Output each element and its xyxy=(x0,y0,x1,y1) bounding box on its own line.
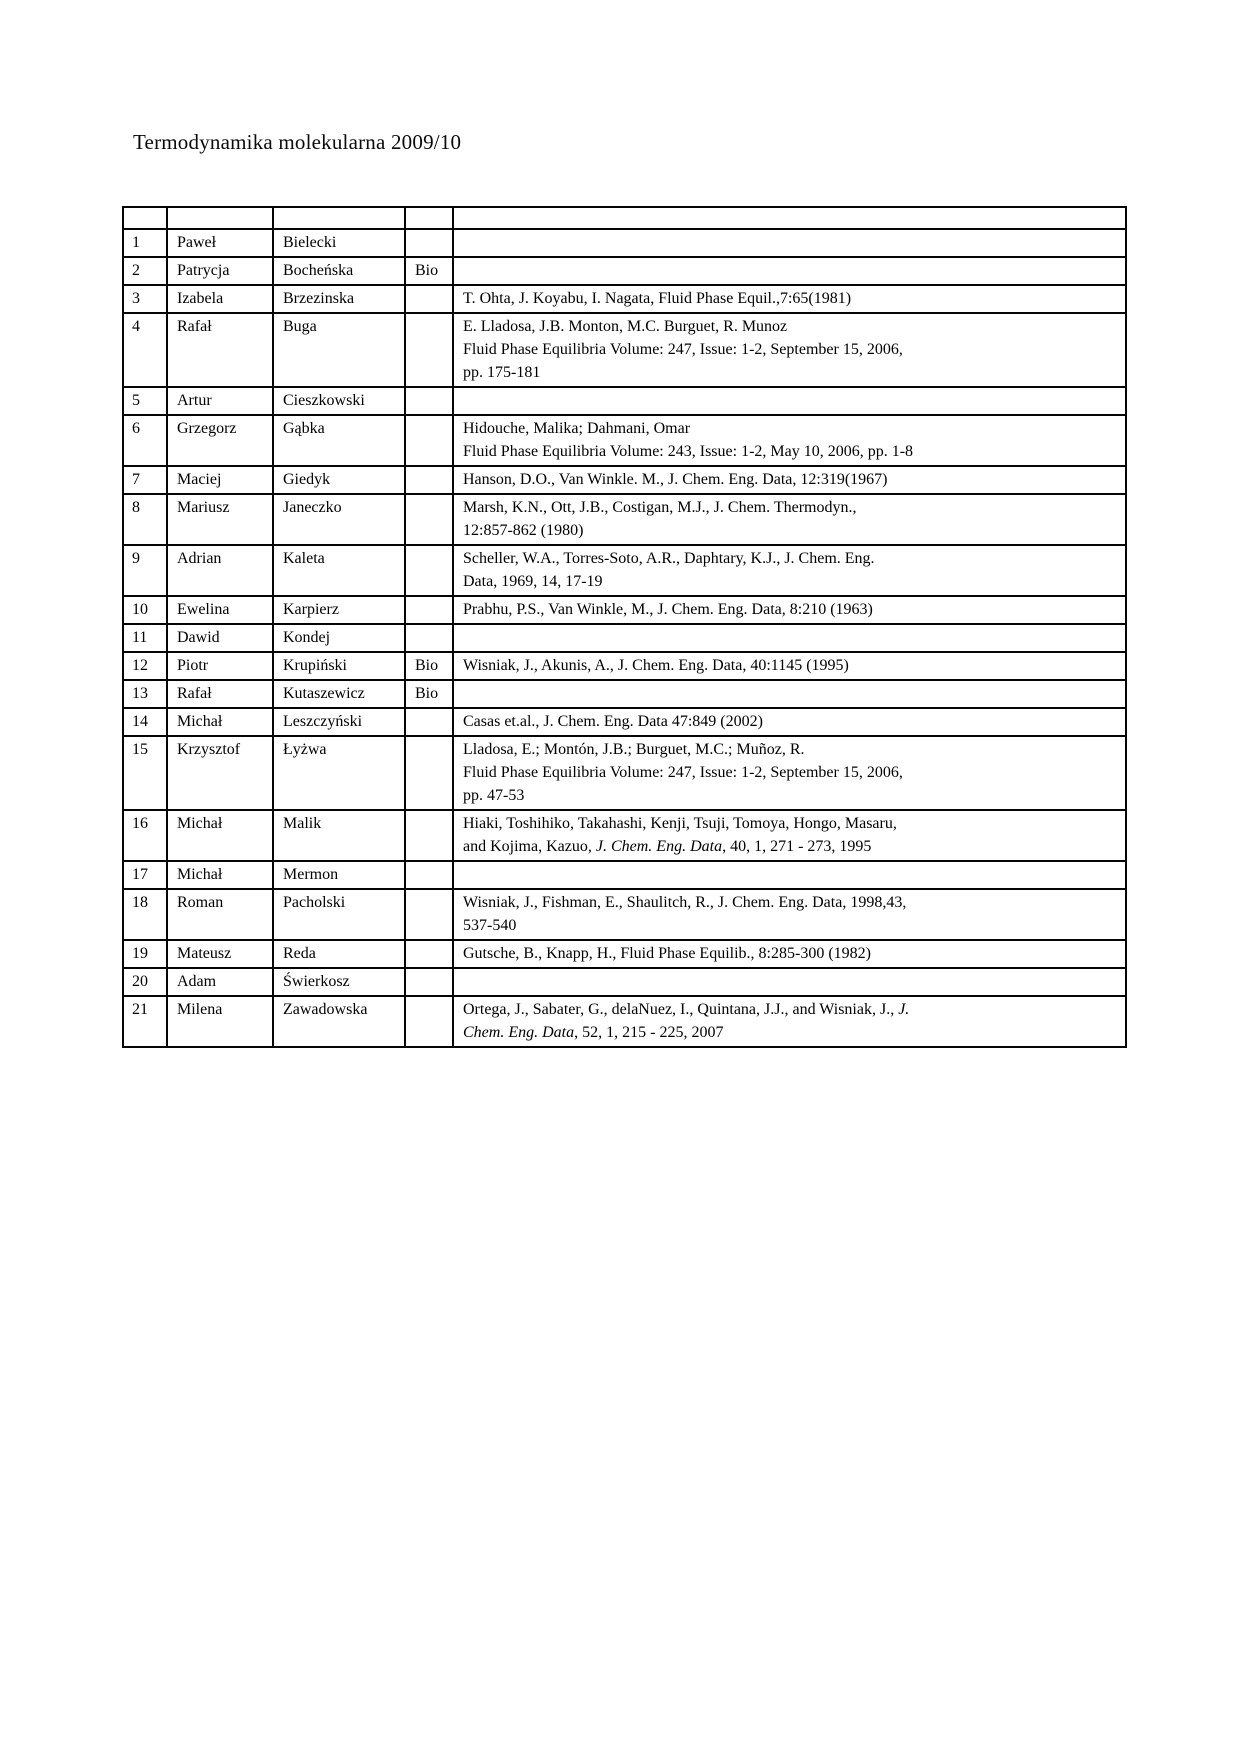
cell-bio xyxy=(405,257,453,285)
cell-bio xyxy=(405,708,453,736)
reference-line: Fluid Phase Equilibria Volume: 247, Issue: 1-2, September 15, 2006, xyxy=(463,764,903,781)
cell-reference xyxy=(453,545,1126,596)
cell-reference xyxy=(453,229,1126,257)
cell-bio xyxy=(405,861,453,889)
cell-bio-text xyxy=(406,811,452,814)
cell-no-text: 12 xyxy=(132,657,148,674)
cell-last-name xyxy=(273,624,405,652)
cell-reference xyxy=(453,285,1126,313)
cell-last-name xyxy=(273,313,405,387)
table-row xyxy=(123,545,1126,596)
reference-line: Scheller, W.A., Torres-Soto, A.R., Daphtary, K.J., J. Chem. Eng. xyxy=(463,550,875,567)
cell-first-name xyxy=(167,680,273,708)
cell-last-name xyxy=(273,415,405,466)
reference-line: Wisniak, J., Akunis, A., J. Chem. Eng. Data, 40:1145 (1995) xyxy=(463,657,849,674)
cell-last-name xyxy=(273,387,405,415)
header-cell-reference xyxy=(453,207,1126,229)
cell-first-name xyxy=(167,494,273,545)
cell-first-name-text: Izabela xyxy=(177,290,224,307)
cell-bio-text xyxy=(406,709,452,712)
cell-last-name xyxy=(273,494,405,545)
cell-no-text: 8 xyxy=(132,499,140,516)
cell-first-name xyxy=(167,708,273,736)
cell-last-name-text: Malik xyxy=(283,815,322,832)
cell-bio-text: Bio xyxy=(415,685,439,702)
cell-reference-text xyxy=(454,286,1125,312)
cell-last-name-text: Kaleta xyxy=(283,550,325,567)
cell-last-name-text: Brzezinska xyxy=(283,290,355,307)
cell-last-name-text: Mermon xyxy=(283,866,339,883)
table-row xyxy=(123,680,1126,708)
table-row xyxy=(123,494,1126,545)
cell-last-name-text: Reda xyxy=(283,945,316,962)
cell-no xyxy=(123,652,167,680)
reference-line: Wisniak, J., Fishman, E., Shaulitch, R., J. Chem. Eng. Data, 1998,43, xyxy=(463,894,907,911)
cell-first-name xyxy=(167,387,273,415)
cell-first-name-text: Rafał xyxy=(177,685,212,702)
cell-last-name-text: Janeczko xyxy=(283,499,342,516)
cell-no xyxy=(123,229,167,257)
table-row xyxy=(123,285,1126,313)
cell-reference-text xyxy=(454,969,1125,972)
cell-last-name-text: Leszczyński xyxy=(283,713,363,730)
cell-reference xyxy=(453,652,1126,680)
cell-reference-text xyxy=(454,388,1125,391)
cell-no-text: 7 xyxy=(132,471,140,488)
cell-first-name-text: Grzegorz xyxy=(177,420,237,437)
cell-bio-text xyxy=(406,314,452,317)
cell-no xyxy=(123,996,167,1047)
cell-no-text: 17 xyxy=(132,866,148,883)
cell-bio xyxy=(405,652,453,680)
cell-first-name-text: Michał xyxy=(177,713,223,730)
cell-first-name-text: Roman xyxy=(177,894,224,911)
cell-no-text: 6 xyxy=(132,420,140,437)
cell-bio-text xyxy=(406,546,452,549)
cell-first-name-text: Paweł xyxy=(177,234,217,251)
cell-last-name xyxy=(273,968,405,996)
table-row xyxy=(123,652,1126,680)
cell-first-name xyxy=(167,996,273,1047)
cell-first-name xyxy=(167,940,273,968)
table-row xyxy=(123,810,1126,861)
header-cell-last-name xyxy=(273,207,405,229)
cell-first-name xyxy=(167,415,273,466)
header-row xyxy=(123,207,1126,229)
cell-last-name-text: Cieszkowski xyxy=(283,392,365,409)
cell-no-text: 20 xyxy=(132,973,148,990)
cell-first-name-text: Rafał xyxy=(177,318,212,335)
cell-last-name-text: Gąbka xyxy=(283,420,325,437)
cell-bio xyxy=(405,940,453,968)
cell-bio-text xyxy=(406,862,452,865)
cell-no xyxy=(123,415,167,466)
cell-no xyxy=(123,968,167,996)
cell-no xyxy=(123,940,167,968)
table-row xyxy=(123,387,1126,415)
reference-line: E. Lladosa, J.B. Monton, M.C. Burguet, R. Munoz xyxy=(463,318,788,335)
cell-bio-text xyxy=(406,997,452,1000)
cell-reference-text xyxy=(454,258,1125,261)
cell-first-name-text: Michał xyxy=(177,815,223,832)
cell-no xyxy=(123,708,167,736)
cell-first-name xyxy=(167,257,273,285)
cell-last-name xyxy=(273,708,405,736)
cell-no xyxy=(123,257,167,285)
cell-bio-text xyxy=(406,890,452,893)
cell-reference-text xyxy=(454,709,1125,735)
cell-reference-text xyxy=(454,597,1125,623)
table-row xyxy=(123,415,1126,466)
cell-bio xyxy=(405,996,453,1047)
reference-line: pp. 175-181 xyxy=(463,364,541,381)
table-row xyxy=(123,889,1126,940)
reference-line: 12:857-862 (1980) xyxy=(463,522,584,539)
cell-first-name-text: Adrian xyxy=(177,550,222,567)
cell-no-text: 1 xyxy=(132,234,140,251)
cell-no xyxy=(123,861,167,889)
cell-no-text: 14 xyxy=(132,713,148,730)
cell-no xyxy=(123,889,167,940)
cell-bio xyxy=(405,624,453,652)
cell-reference xyxy=(453,889,1126,940)
cell-reference xyxy=(453,996,1126,1047)
cell-no xyxy=(123,466,167,494)
cell-first-name xyxy=(167,545,273,596)
cell-no-text: 5 xyxy=(132,392,140,409)
cell-bio-text xyxy=(406,388,452,391)
reference-line: Gutsche, B., Knapp, H., Fluid Phase Equilib., 8:285-300 (1982) xyxy=(463,945,871,962)
cell-bio xyxy=(405,229,453,257)
cell-last-name-text: Pacholski xyxy=(283,894,346,911)
reference-line: pp. 47-53 xyxy=(463,787,525,804)
cell-no-text: 4 xyxy=(132,318,140,335)
cell-first-name-text: Adam xyxy=(177,973,217,990)
table-row xyxy=(123,466,1126,494)
cell-reference-text xyxy=(454,941,1125,967)
table-row xyxy=(123,229,1126,257)
cell-reference xyxy=(453,257,1126,285)
cell-last-name-text: Zawadowska xyxy=(283,1001,368,1018)
cell-reference-text xyxy=(454,890,1125,939)
cell-bio xyxy=(405,736,453,810)
reference-line: Ortega, J., Sabater, G., delaNuez, I., Quintana, J.J., and Wisniak, J., J. xyxy=(463,1001,910,1018)
cell-last-name-text: Bocheńska xyxy=(283,262,354,279)
reference-line: Fluid Phase Equilibria Volume: 243, Issue: 1-2, May 10, 2006, pp. 1-8 xyxy=(463,443,914,460)
cell-bio-text xyxy=(406,286,452,289)
cell-last-name xyxy=(273,257,405,285)
cell-last-name-text: Świerkosz xyxy=(283,973,350,990)
cell-last-name-text: Kutaszewicz xyxy=(283,685,365,702)
cell-reference xyxy=(453,624,1126,652)
cell-no-text: 10 xyxy=(132,601,148,618)
cell-reference-text xyxy=(454,314,1125,386)
cell-bio-text: Bio xyxy=(415,262,439,279)
cell-reference-text xyxy=(454,467,1125,493)
cell-bio xyxy=(405,415,453,466)
cell-first-name xyxy=(167,736,273,810)
reference-line: Fluid Phase Equilibria Volume: 247, Issue: 1-2, September 15, 2006, xyxy=(463,341,903,358)
cell-last-name-text: Krupiński xyxy=(283,657,347,674)
cell-bio-text xyxy=(406,467,452,470)
cell-reference xyxy=(453,387,1126,415)
cell-last-name xyxy=(273,861,405,889)
cell-reference-text xyxy=(454,737,1125,809)
cell-first-name-text: Michał xyxy=(177,866,223,883)
cell-no-text: 19 xyxy=(132,945,148,962)
cell-first-name-text: Patrycja xyxy=(177,262,230,279)
cell-last-name-text: Bielecki xyxy=(283,234,337,251)
cell-last-name xyxy=(273,545,405,596)
cell-reference-text xyxy=(454,230,1125,233)
cell-reference xyxy=(453,415,1126,466)
cell-last-name xyxy=(273,736,405,810)
reference-line: Hidouche, Malika; Dahmani, Omar xyxy=(463,420,691,437)
cell-first-name xyxy=(167,466,273,494)
cell-no-text: 2 xyxy=(132,262,140,279)
cell-last-name xyxy=(273,680,405,708)
student-table-body xyxy=(123,207,1126,1047)
cell-no xyxy=(123,624,167,652)
table-row xyxy=(123,313,1126,387)
cell-bio-text xyxy=(406,495,452,498)
reference-line: Chem. Eng. Data, 52, 1, 215 - 225, 2007 xyxy=(463,1024,724,1041)
cell-first-name-text: Milena xyxy=(177,1001,223,1018)
cell-bio xyxy=(405,968,453,996)
cell-first-name xyxy=(167,624,273,652)
cell-no-text: 9 xyxy=(132,550,140,567)
cell-bio xyxy=(405,810,453,861)
cell-last-name xyxy=(273,996,405,1047)
cell-first-name-text: Ewelina xyxy=(177,601,230,618)
cell-first-name-text: Mateusz xyxy=(177,945,232,962)
cell-bio xyxy=(405,313,453,387)
cell-no-text: 11 xyxy=(132,629,148,646)
cell-last-name xyxy=(273,940,405,968)
cell-first-name-text: Mariusz xyxy=(177,499,230,516)
cell-last-name-text: Kondej xyxy=(283,629,331,646)
cell-reference xyxy=(453,596,1126,624)
table-row xyxy=(123,257,1126,285)
reference-line: T. Ohta, J. Koyabu, I. Nagata, Fluid Phase Equil.,7:65(1981) xyxy=(463,290,852,307)
cell-reference-text xyxy=(454,625,1125,628)
cell-first-name-text: Krzysztof xyxy=(177,741,241,758)
cell-first-name-text: Piotr xyxy=(177,657,209,674)
reference-line: Hiaki, Toshihiko, Takahashi, Kenji, Tsuji, Tomoya, Hongo, Masaru, xyxy=(463,815,897,832)
cell-no-text: 13 xyxy=(132,685,148,702)
cell-reference xyxy=(453,736,1126,810)
cell-bio xyxy=(405,285,453,313)
reference-line: Casas et.al., J. Chem. Eng. Data 47:849 (2002) xyxy=(463,713,763,730)
reference-line: Lladosa, E.; Montón, J.B.; Burguet, M.C.; Muñoz, R. xyxy=(463,741,805,758)
cell-no-text: 16 xyxy=(132,815,148,832)
cell-first-name xyxy=(167,889,273,940)
cell-bio-text xyxy=(406,969,452,972)
table-row xyxy=(123,968,1126,996)
cell-reference xyxy=(453,861,1126,889)
cell-first-name xyxy=(167,596,273,624)
cell-bio xyxy=(405,680,453,708)
cell-bio-text xyxy=(406,230,452,233)
cell-last-name xyxy=(273,652,405,680)
header-cell-no xyxy=(123,207,167,229)
cell-last-name xyxy=(273,889,405,940)
cell-last-name-text: Buga xyxy=(283,318,317,335)
cell-bio xyxy=(405,889,453,940)
table-row xyxy=(123,940,1126,968)
cell-reference-text xyxy=(454,546,1125,595)
cell-no-text: 21 xyxy=(132,1001,148,1018)
header-cell-bio xyxy=(405,207,453,229)
cell-reference xyxy=(453,313,1126,387)
cell-no-text: 3 xyxy=(132,290,140,307)
table-row xyxy=(123,861,1126,889)
cell-reference xyxy=(453,810,1126,861)
page-title: Termodynamika molekularna 2009/10 xyxy=(133,130,462,154)
cell-no xyxy=(123,545,167,596)
table-row xyxy=(123,596,1126,624)
cell-reference-text xyxy=(454,495,1125,544)
cell-first-name-text: Dawid xyxy=(177,629,220,646)
cell-last-name-text: Łyżwa xyxy=(283,741,327,758)
cell-first-name xyxy=(167,861,273,889)
table-row xyxy=(123,708,1126,736)
table-row xyxy=(123,736,1126,810)
student-roster-table xyxy=(122,206,1127,1048)
cell-no-text: 15 xyxy=(132,741,148,758)
cell-last-name-text: Karpierz xyxy=(283,601,339,618)
reference-line: Data, 1969, 14, 17-19 xyxy=(463,573,603,590)
table-row xyxy=(123,996,1126,1047)
table-row xyxy=(123,624,1126,652)
cell-reference xyxy=(453,494,1126,545)
header-cell-first-name xyxy=(167,207,273,229)
cell-no xyxy=(123,736,167,810)
cell-bio-text xyxy=(406,737,452,740)
reference-line: and Kojima, Kazuo, J. Chem. Eng. Data, 40, 1, 271 - 273, 1995 xyxy=(463,838,872,855)
cell-no-text: 18 xyxy=(132,894,148,911)
cell-reference-text xyxy=(454,862,1125,865)
cell-first-name xyxy=(167,313,273,387)
cell-last-name xyxy=(273,285,405,313)
cell-last-name xyxy=(273,466,405,494)
cell-reference-text xyxy=(454,416,1125,465)
cell-bio-text xyxy=(406,941,452,944)
cell-first-name-text: Maciej xyxy=(177,471,222,488)
cell-bio xyxy=(405,387,453,415)
cell-reference-text xyxy=(454,681,1125,684)
cell-first-name xyxy=(167,652,273,680)
cell-last-name-text: Giedyk xyxy=(283,471,331,488)
cell-no xyxy=(123,596,167,624)
reference-line: 537-540 xyxy=(463,917,517,934)
cell-no xyxy=(123,810,167,861)
cell-bio xyxy=(405,545,453,596)
cell-bio-text xyxy=(406,597,452,600)
cell-bio xyxy=(405,596,453,624)
cell-bio-text: Bio xyxy=(415,657,439,674)
cell-first-name xyxy=(167,968,273,996)
cell-no xyxy=(123,285,167,313)
cell-first-name xyxy=(167,285,273,313)
cell-last-name xyxy=(273,810,405,861)
cell-bio-text xyxy=(406,625,452,628)
cell-no xyxy=(123,680,167,708)
cell-first-name xyxy=(167,229,273,257)
cell-first-name xyxy=(167,810,273,861)
cell-no xyxy=(123,387,167,415)
cell-reference xyxy=(453,940,1126,968)
cell-reference xyxy=(453,968,1126,996)
cell-last-name xyxy=(273,596,405,624)
cell-bio xyxy=(405,494,453,545)
reference-line: Marsh, K.N., Ott, J.B., Costigan, M.J., J. Chem. Thermodyn., xyxy=(463,499,857,516)
cell-reference-text xyxy=(454,811,1125,860)
cell-reference xyxy=(453,708,1126,736)
cell-reference-text xyxy=(454,997,1125,1046)
cell-no xyxy=(123,313,167,387)
cell-reference-text xyxy=(454,653,1125,679)
cell-no xyxy=(123,494,167,545)
cell-reference xyxy=(453,680,1126,708)
cell-first-name-text: Artur xyxy=(177,392,212,409)
reference-line: Prabhu, P.S., Van Winkle, M., J. Chem. Eng. Data, 8:210 (1963) xyxy=(463,601,873,618)
cell-bio-text xyxy=(406,416,452,419)
cell-reference xyxy=(453,466,1126,494)
cell-last-name xyxy=(273,229,405,257)
cell-bio xyxy=(405,466,453,494)
reference-line: Hanson, D.O., Van Winkle. M., J. Chem. Eng. Data, 12:319(1967) xyxy=(463,471,888,488)
